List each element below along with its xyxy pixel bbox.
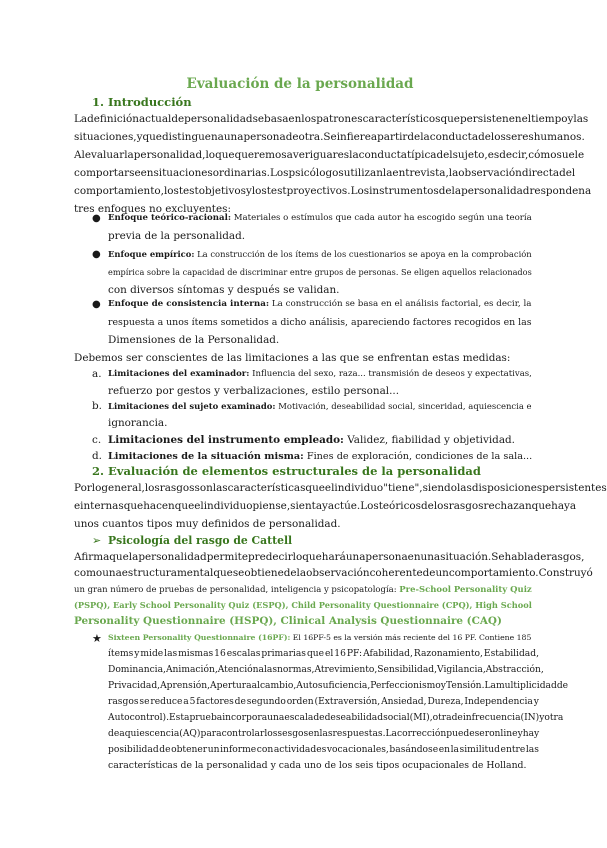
text-line — [74, 583, 532, 596]
text-line: de aquiescencia (AQ) para controlar los sesgos en las respuestas. La corrección puede ser online y hay — [108, 729, 540, 739]
star-icon: ★ — [92, 632, 102, 645]
text-line: comportamiento, los test objetivos y los test proyectivos. Los instrumentos de la personalidad responden a — [74, 185, 592, 197]
list-item — [108, 298, 531, 311]
text-line: respuesta a unos ítems sometidos a dicho análisis, apareciendo factores recogidos en las — [108, 317, 532, 328]
text-line: Dominancia, Animación, Atención a las normas, Atrevimiento, Sensibilidad, Vigilancia, Abstracción, — [108, 665, 544, 675]
list-item — [108, 632, 531, 644]
test-list-line: (PSPQ), Early School Personality Quiz (ESPQ), Child Personality Questionnaire (CPQ), High School — [74, 600, 532, 610]
section-1-heading: Introducción — [108, 95, 192, 109]
list-marker: c. — [92, 434, 102, 446]
text-line: previa de la personalidad. — [108, 230, 246, 242]
text-line: La construcción se basa en el análisis factorial, es decir, la — [271, 299, 532, 309]
text-line: empírica sobre la capacidad de discriminar entre grupos de personas. Se eligen aquellos relacionados — [108, 267, 532, 277]
text-line: ignorancia. — [108, 417, 168, 429]
section-2-number: 2. — [92, 464, 105, 478]
section-2-heading: Evaluación de elementos estructurales de la personalidad — [108, 464, 481, 478]
test-list-line: Pre-School Personality Quiz — [399, 584, 532, 594]
list-item — [108, 368, 532, 381]
text-line: Dimensiones de la Personalidad. — [108, 334, 280, 346]
text-line: La construcción de los ítems de los cuestionarios se apoya en la comprobación — [197, 249, 532, 259]
bullet-icon: ● — [92, 299, 101, 310]
text-line: con diversos síntomas y después se validan. — [108, 284, 340, 296]
bullet-icon: ● — [92, 213, 101, 224]
limit-label: Limitaciones del examinador: — [108, 369, 250, 379]
text-line: Influencia del sexo, raza... transmisión de deseos y expectativas, — [252, 369, 532, 379]
enfoque-label: Enfoque teórico-racional: — [108, 213, 232, 223]
text-line: ítems y mide las mismas 16 escalas primarias que el 16 PF: Afabilidad, Razonamiento, Estabilidad, — [108, 649, 539, 659]
text-line: Privacidad, Aprensión, Apertura al cambio, Autosuficiencia, Perfeccionismo y Tensión. La multiplicidad de — [108, 681, 569, 691]
text-line: Afirma que la personalidad permite predecir lo que hará una persona en una situación. Se habla de rasgos, — [74, 551, 585, 563]
text-line: un gran número de pruebas de personalidad, inteligencia y psicopatología: — [74, 584, 397, 594]
list-marker: d. — [92, 450, 102, 462]
test-name: Sixteen Personality Questionnaire (16PF): — [108, 633, 291, 642]
text-line: situaciones, y que distinguen a una persona de otra. Se infiere a partir de la conducta de los seres humanos. — [74, 131, 585, 143]
enfoque-label: Enfoque empírico: — [108, 249, 195, 259]
list-item — [108, 400, 532, 413]
text-line: características de la personalidad y cada uno de los seis tipos ocupacionales de Holland. — [108, 760, 527, 771]
list-item — [108, 434, 515, 447]
text-line: como una estructura mental que se obtiene de la observación coherente de un comportamiento. Construyó — [74, 567, 593, 579]
text-line: El 16PF-5 es la versión más reciente del 16 PF. Contiene 185 — [292, 633, 532, 642]
text-line: rasgos se reduce a 5 factores de segundo orden (Extraversión, Ansiedad, Dureza, Independencia y — [108, 697, 539, 707]
list-marker: b. — [92, 400, 102, 412]
text-line: Motivación, deseabilidad social, sinceridad, aquiescencia e — [278, 401, 532, 411]
page-title: Evaluación de la personalidad — [186, 76, 414, 92]
text-line: Validez, fiabilidad y objetividad. — [347, 434, 515, 446]
text-line: e internas que hacen que el individuo piense, sienta y actúe. Los teóricos de los rasgos rechazan que haya — [74, 500, 577, 512]
test-list-line: Personality Questionnaire (HSPQ), Clinical Analysis Questionnaire (CAQ) — [74, 615, 502, 627]
text-line: Por lo general, los rasgos son las características que el individuo "tiene", siendo las disposiciones persistentes — [74, 482, 607, 494]
text-line: tres enfoques no excluyentes: — [74, 203, 231, 215]
text-line: Al evaluar la personalidad, lo que queremos averiguar es la conducta típica del sujeto, es decir, cómo suele — [74, 149, 585, 161]
limit-label: Limitaciones del sujeto examinado: — [108, 401, 276, 411]
list-marker: a. — [92, 368, 102, 380]
text-line: Autocontrol). Esta prueba incorpora una escala de deseabilidad social (MI), otra de infrecuencia (IN) y otra — [108, 713, 564, 723]
bullet-icon: ● — [92, 249, 101, 260]
text-line: Fines de exploración, condiciones de la sala... — [306, 451, 533, 462]
text-line: posibilidad de obtener un informe con actividades vocacionales, basándose en la similitud entre las — [108, 745, 539, 755]
text-line: unos cuantos tipos muy definidos de personalidad. — [74, 518, 341, 530]
list-item — [108, 248, 532, 261]
text-line: comportarse en situaciones ordinarias. Los psicólogos utilizan la entrevista, la observación directa del — [74, 167, 576, 179]
text-line: Materiales o estímulos que cada autor ha escogido según una teoría — [233, 213, 532, 223]
limits-intro: Debemos ser conscientes de las limitaciones a las que se enfrentan estas medidas: — [74, 352, 511, 364]
enfoque-label: Enfoque de consistencia interna: — [108, 299, 270, 309]
subsection-heading: Psicología del rasgo de Cattell — [108, 534, 293, 547]
section-1-number: 1. — [92, 95, 105, 109]
limit-label: Limitaciones de la situación misma: — [108, 451, 304, 462]
text-line: refuerzo por gestos y verbalizaciones, estilo personal... — [108, 385, 400, 397]
limit-label: Limitaciones del instrumento empleado: — [108, 434, 344, 446]
list-item — [108, 212, 532, 225]
list-item — [108, 450, 532, 463]
text-line: La definición actual de personalidad se basa en los patrones característicos que persisten en el tiempo y las — [74, 113, 589, 125]
arrow-right-icon: ➢ — [92, 534, 102, 547]
